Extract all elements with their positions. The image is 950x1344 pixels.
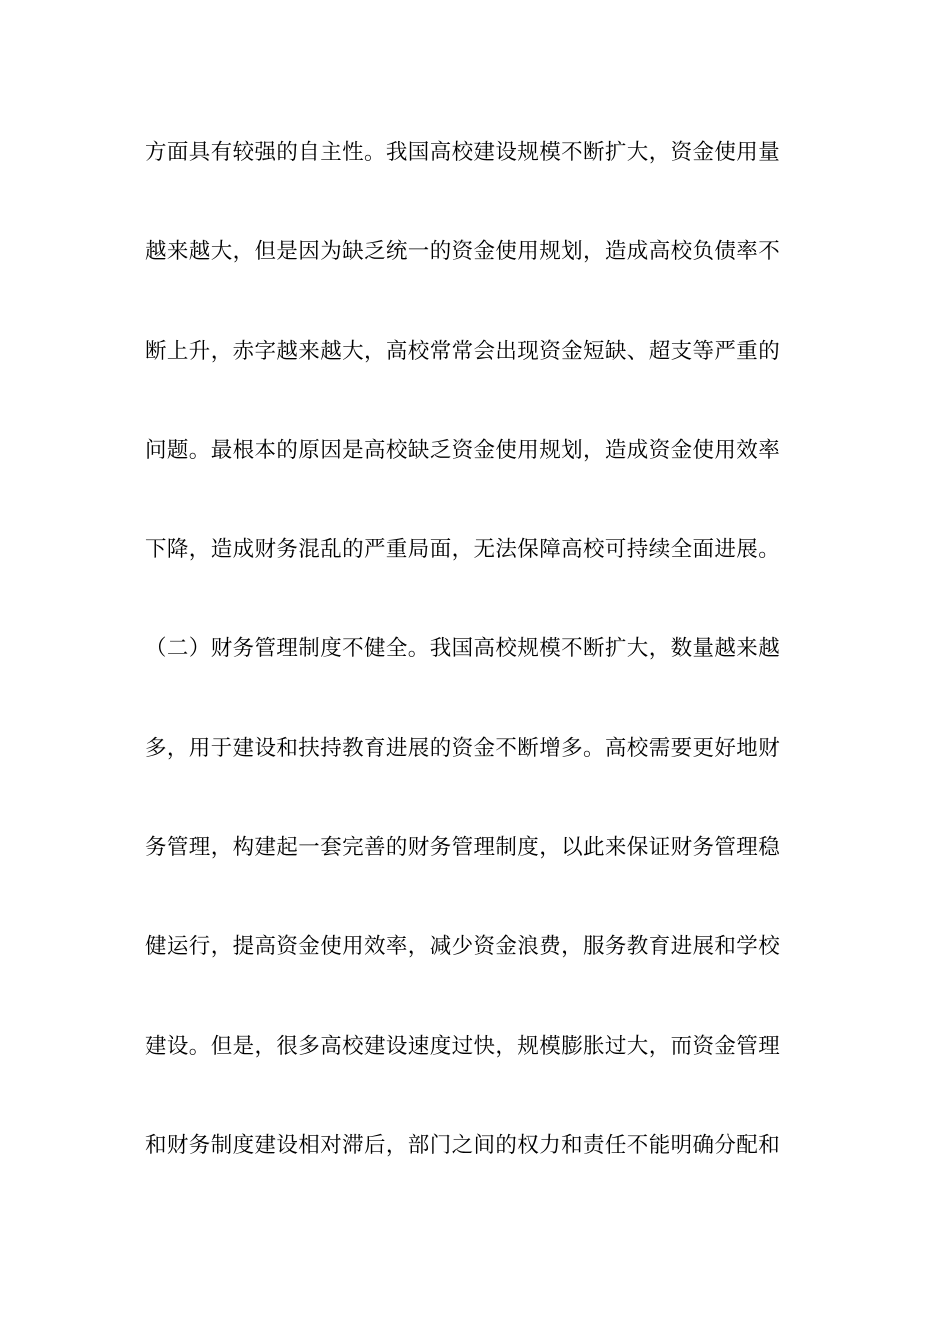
- text-line-6: （二）财务管理制度不健全。我国高校规模不断扩大，数量越来越: [145, 636, 781, 661]
- text-line-10: 建设。但是，很多高校建设速度过快，规模膨胀过大，而资金管理: [145, 1034, 781, 1059]
- text-line-5: 下降，造成财务混乱的严重局面，无法保障高校可持续全面进展。: [145, 537, 781, 562]
- text-line-2: 越来越大，但是因为缺乏统一的资金使用规划，造成高校负债率不: [145, 239, 781, 264]
- text-line-8: 务管理，构建起一套完善的财务管理制度，以此来保证财务管理稳: [145, 835, 781, 860]
- text-line-7: 多，用于建设和扶持教育进展的资金不断增多。高校需要更好地财: [145, 736, 781, 761]
- text-line-4: 问题。最根本的原因是高校缺乏资金使用规划，造成资金使用效率: [145, 438, 781, 463]
- text-line-9: 健运行，提高资金使用效率，减少资金浪费，服务教育进展和学校: [145, 934, 781, 959]
- text-line-11: 和财务制度建设相对滞后，部门之间的权力和责任不能明确分配和: [145, 1133, 781, 1158]
- text-line-1: 方面具有较强的自主性。我国高校建设规模不断扩大，资金使用量: [145, 140, 781, 165]
- text-line-3: 断上升，赤字越来越大，高校常常会出现资金短缺、超支等严重的: [145, 339, 781, 364]
